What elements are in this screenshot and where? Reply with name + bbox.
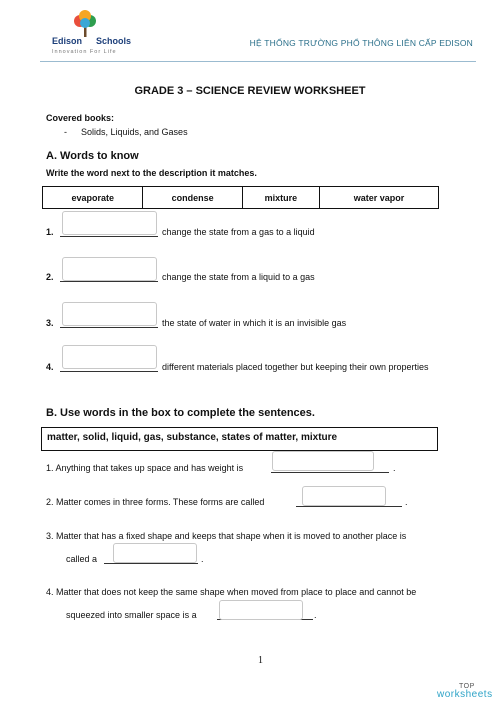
item-description: change the state from a liquid to a gas — [162, 272, 315, 282]
question-number: 2. — [46, 497, 54, 507]
word-bank-cell: water vapor — [320, 187, 439, 209]
school-system-name: HỆ THỐNG TRƯỜNG PHỔ THÔNG LIÊN CẤP EDISON — [249, 38, 473, 48]
item-description: the state of water in which it is an invisible gas — [162, 318, 347, 328]
logo-word-edison: Edison — [52, 36, 83, 46]
question-text: Matter comes in three forms. These forms are called — [56, 497, 265, 507]
section-b-heading: B. Use words in the box to complete the sentences. — [46, 407, 315, 419]
answer-underline — [60, 371, 158, 372]
word-box-text: matter, solid, liquid, gas, substance, states of matter, mixture — [47, 432, 338, 443]
answer-underline — [60, 281, 158, 282]
answer-input-b2[interactable] — [302, 486, 386, 506]
answer-input-2[interactable] — [62, 257, 157, 281]
question-4 — [46, 587, 416, 597]
word-box — [41, 427, 438, 451]
item-description: different materials placed together but keeping their own properties — [162, 362, 429, 372]
sentence-end: . — [201, 554, 204, 564]
section-a-heading: A. Words to know — [46, 150, 139, 162]
answer-input-b4[interactable] — [219, 600, 303, 620]
answer-input-b1[interactable] — [272, 451, 374, 471]
covered-book-item: Solids, Liquids, and Gases — [81, 127, 188, 137]
item-number: 2. — [46, 272, 54, 282]
page-header — [0, 0, 500, 62]
sentence-end: . — [405, 497, 408, 507]
question-text: Matter that has a fixed shape and keeps that shape when it is moved to another place is — [56, 531, 407, 541]
question-number: 4. — [46, 587, 54, 597]
worksheet-title: GRADE 3 – SCIENCE REVIEW WORKSHEET — [134, 85, 366, 97]
question-number: 1. — [46, 463, 54, 473]
tree-logo-icon — [70, 10, 100, 38]
item-description: change the state from a gas to a liquid — [162, 227, 315, 237]
question-1 — [46, 463, 243, 473]
item-number: 3. — [46, 318, 54, 328]
page-number: 1 — [258, 655, 263, 666]
question-4-line-2: squeezed into smaller space is a — [66, 610, 197, 620]
edison-schools-logo — [52, 10, 142, 58]
answer-underline — [271, 472, 389, 473]
question-text: Matter that does not keep the same shape when moved from place to place and cannot be — [56, 587, 417, 597]
answer-underline — [60, 236, 158, 237]
answer-underline — [60, 327, 158, 328]
header-divider — [40, 61, 476, 62]
badge-bottom-text: worksheets — [437, 689, 493, 700]
question-2 — [46, 497, 264, 507]
answer-underline — [104, 563, 198, 564]
question-3 — [46, 531, 406, 541]
covered-books-label: Covered books: — [46, 113, 115, 123]
answer-input-b3[interactable] — [113, 543, 197, 563]
question-3-line-2: called a — [66, 554, 98, 564]
covered-books-dash: - — [64, 127, 67, 137]
question-text: Anything that takes up space and has weight is — [55, 463, 244, 473]
badge-top-text: TOP — [459, 683, 475, 690]
logo-tagline: Innovation For Life — [52, 49, 117, 55]
sentence-end: . — [314, 610, 317, 620]
item-number: 1. — [46, 227, 54, 237]
logo-word-schools: Schools — [96, 36, 132, 46]
item-number: 4. — [46, 362, 54, 372]
sentence-end: . — [393, 463, 396, 473]
topworksheets-badge[interactable] — [437, 683, 493, 700]
word-bank-cell: evaporate — [43, 187, 143, 209]
word-bank-table — [42, 186, 439, 209]
answer-input-3[interactable] — [62, 302, 157, 326]
answer-input-4[interactable] — [62, 345, 157, 369]
word-bank-cell: condense — [143, 187, 242, 209]
section-a-instruction: Write the word next to the description it matches. — [46, 168, 257, 178]
word-bank-cell: mixture — [242, 187, 319, 209]
question-number: 3. — [46, 531, 54, 541]
answer-underline — [296, 506, 402, 507]
answer-input-1[interactable] — [62, 211, 157, 235]
